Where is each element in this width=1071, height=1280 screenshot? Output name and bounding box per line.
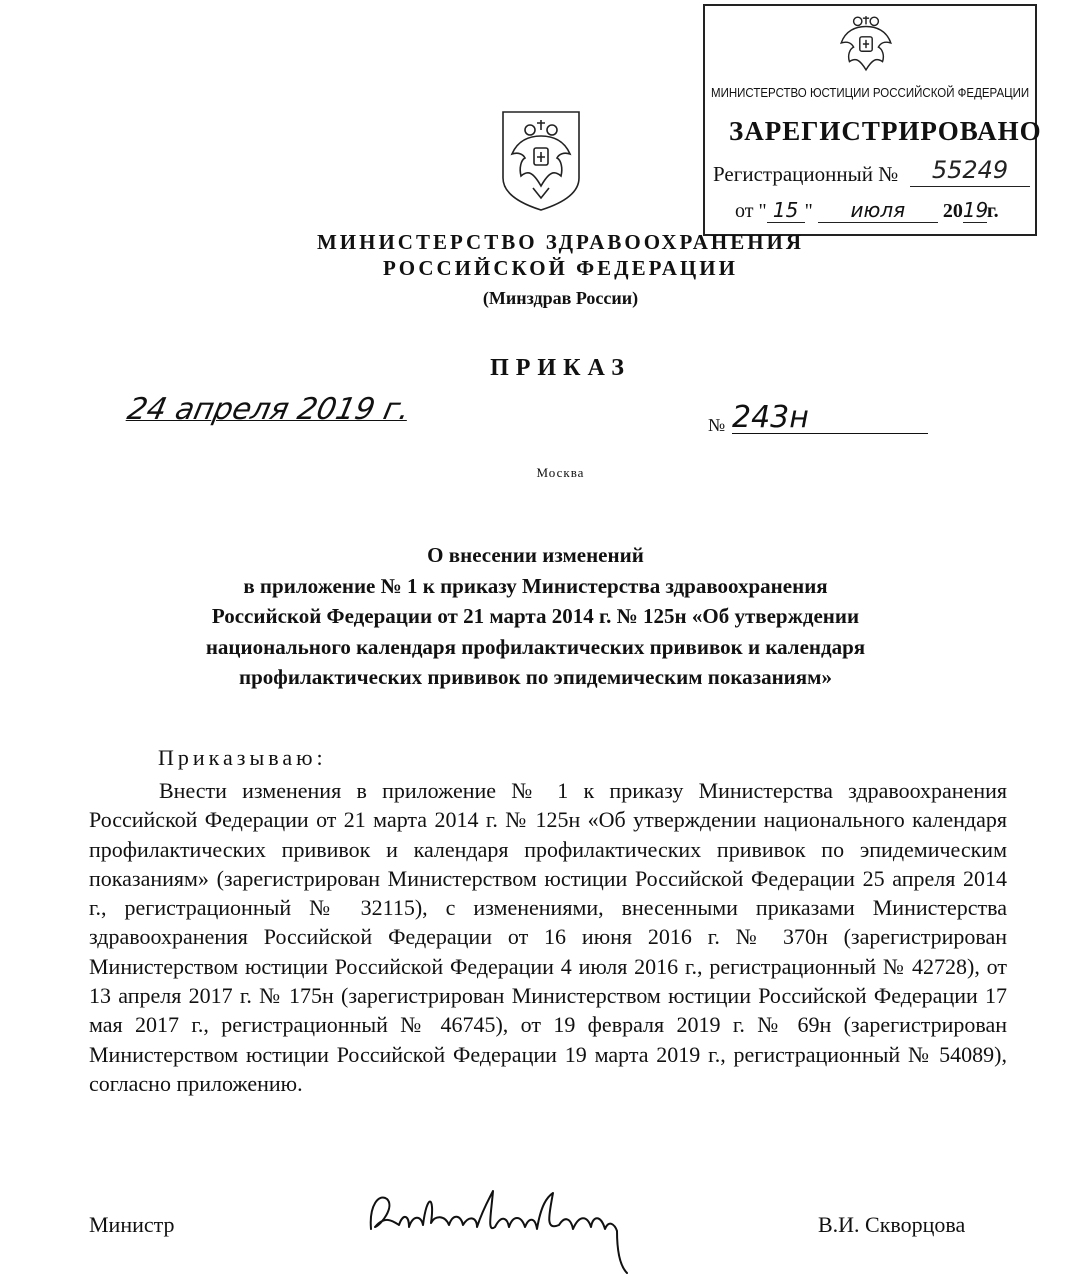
stamp-date-year-suffix: 19 <box>962 198 989 222</box>
registration-stamp <box>703 4 1042 236</box>
stamp-date-year-prefix: 20 <box>942 200 963 222</box>
ministry-short-name: (Минздрав России) <box>482 288 639 308</box>
coat-of-arms-icon <box>500 108 582 212</box>
handwritten-signature <box>365 1185 685 1275</box>
stamp-date-prefix: от " <box>735 200 767 222</box>
stamp-regno-label: Регистрационный № <box>713 162 899 186</box>
stamp-date <box>735 198 999 223</box>
order-title: ПРИКАЗ <box>490 355 631 381</box>
directive-word: Приказываю: <box>158 745 327 770</box>
title-line: в приложение № 1 к приказу Министерства здравоохранения <box>243 573 828 598</box>
stamp-date-day: 15 <box>767 198 805 223</box>
order-number: 243н <box>732 400 928 434</box>
stamp-ministry-name: МИНИСТЕРСТВО ЮСТИЦИИ РОССИЙСКОЙ ФЕДЕРАЦИИ <box>711 86 1030 100</box>
order-date: 24 апреля 2019 г. <box>124 392 413 427</box>
title-line: О внесении изменений <box>427 543 644 567</box>
stamp-date-quote: " <box>804 200 813 222</box>
ministry-name-line1: МИНИСТЕРСТВО ЗДРАВООХРАНЕНИЯ <box>316 230 805 254</box>
body-paragraph: Внести изменения в приложение № 1 к приказу Министерства здравоохранения Российской Федерации от 21 марта 2014 г. № 125н «Об утверждении национального календаря профилактических прививок и календаря профилактических прививок по эпидемическим показаниям» (зарегистрирован Министерством юстиции Российской Федерации 25 апреля 2014 г., регистрационный № 32115), с изменениями, внесенными приказами Министерства здравоохранения Российской Федерации от 16 июня 2016 г. № 370н (зарегистрирован Министерством юстиции Российской Федерации 4 июля 2016 г., регистрационный № 42728), от 13 апреля 2017 г. № 175н (зарегистрирован Министерством юстиции Российской Федерации 17 мая 2017 г., регистрационный № 46745), от 19 февраля 2019 г. № 69н (зарегистрирован Министерством юстиции Российской Федерации 19 марта 2019 г., регистрационный № 54089), согласно приложению. <box>89 778 1007 1096</box>
title-line: профилактических прививок по эпидемическим показаниям» <box>239 665 832 689</box>
title-line: Российской Федерации от 21 марта 2014 г. № 125н «Об утверждении <box>211 604 860 628</box>
stamp-registered-label: ЗАРЕГИСТРИРОВАНО <box>729 116 1042 146</box>
stamp-date-month: июля <box>818 198 938 223</box>
signer-name: В.И. Скворцова <box>818 1212 966 1237</box>
stamp-regno-value: 55249 <box>910 156 1030 187</box>
order-body <box>89 776 1007 1098</box>
city: Москва <box>536 465 585 480</box>
eagle-emblem-icon <box>835 12 897 74</box>
title-line: национального календаря профилактических прививок и календаря <box>205 634 866 659</box>
ministry-name-line2: РОССИЙСКОЙ ФЕДЕРАЦИИ <box>383 256 738 280</box>
stamp-date-suffix: г. <box>986 200 999 222</box>
order-number-sign: № <box>708 415 726 435</box>
signer-title: Министр <box>89 1212 175 1237</box>
document-title <box>60 540 1011 693</box>
